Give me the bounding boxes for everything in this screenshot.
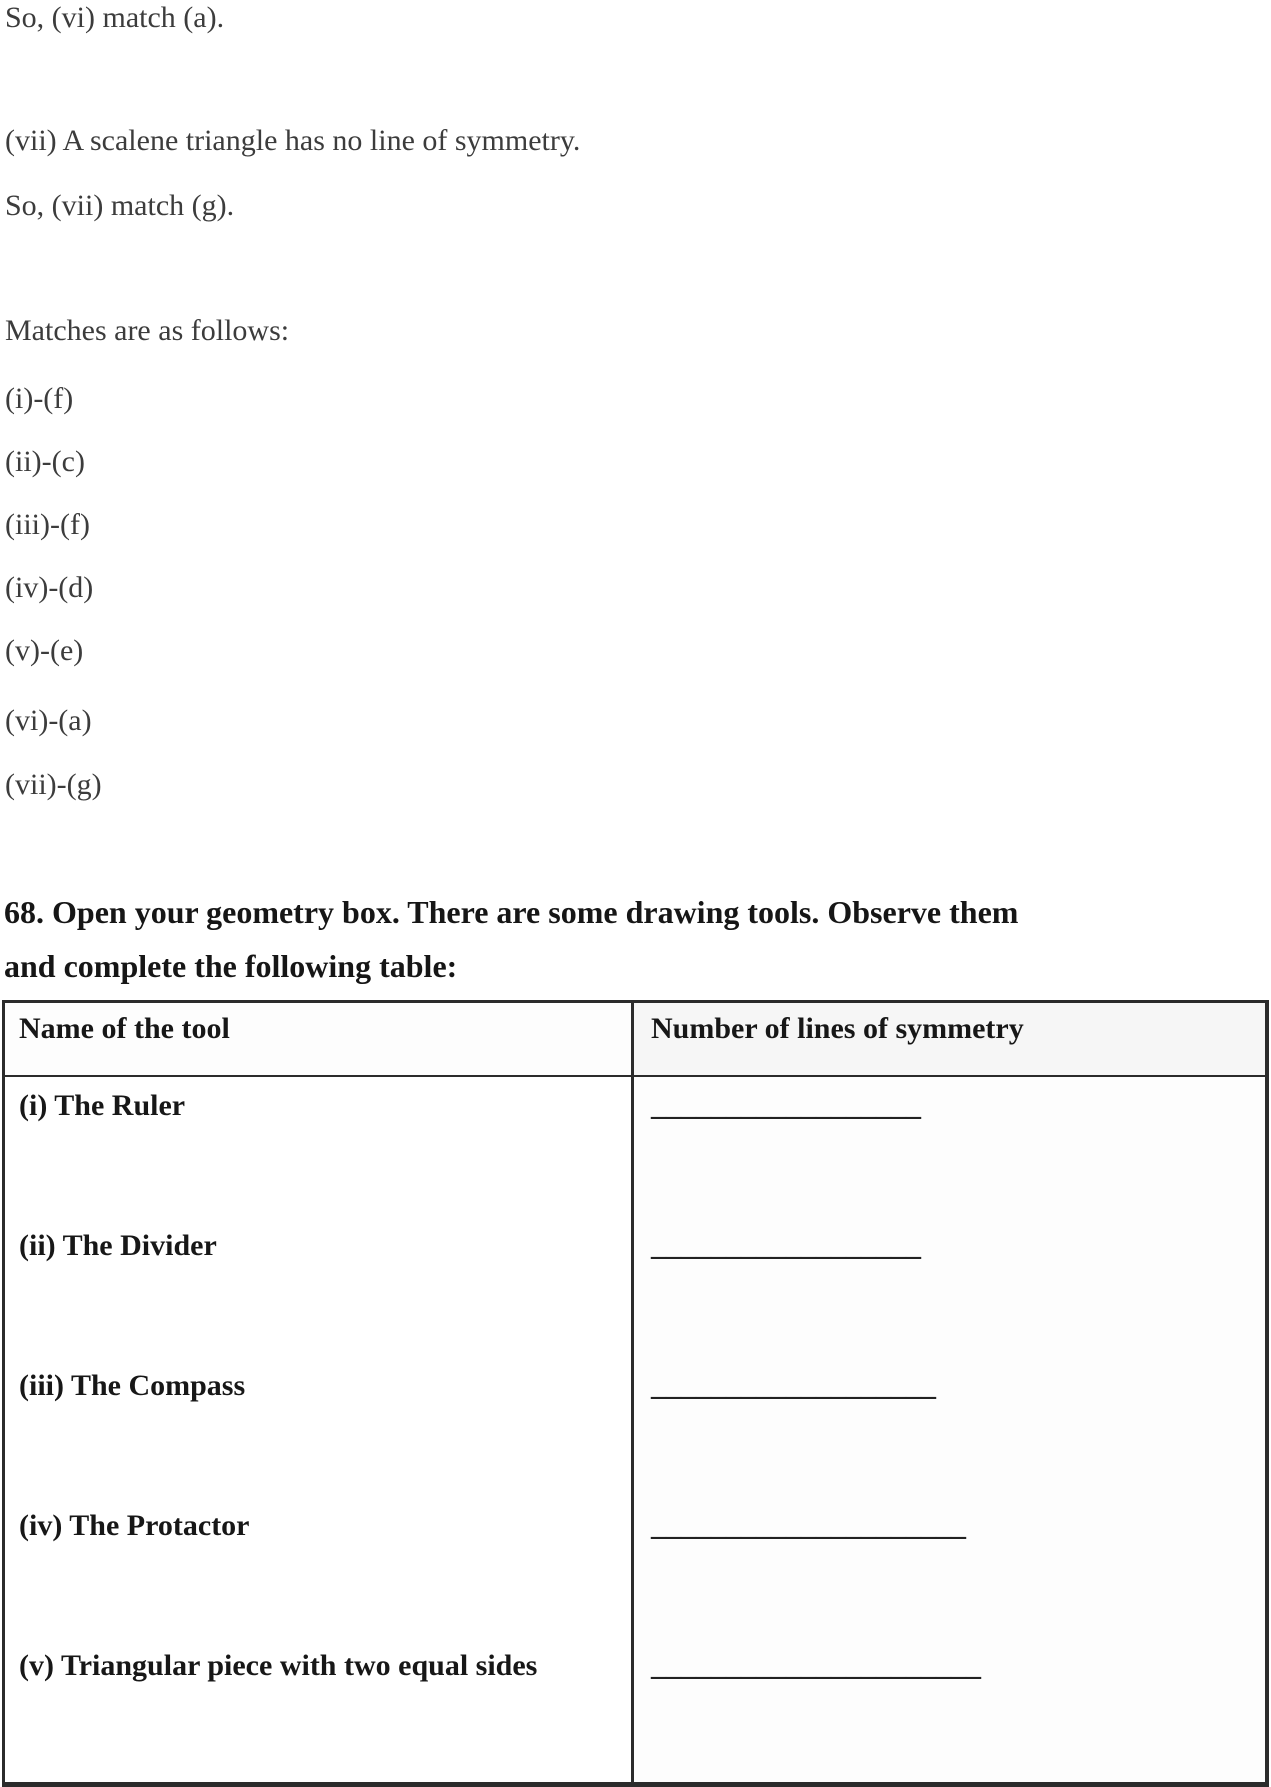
table-row xyxy=(5,1077,1265,1217)
match-item-2: (ii)-(c) xyxy=(5,445,85,478)
tool-label-protactor: (iv) The Protactor xyxy=(19,1509,250,1542)
table-header-cell-symmetry xyxy=(631,1003,1265,1075)
table-header-cell-tool xyxy=(5,1003,631,1075)
table-row xyxy=(5,1637,1265,1782)
paragraph-vi-match: So, (vi) match (a). xyxy=(5,1,225,34)
match-item-4: (iv)-(d) xyxy=(5,571,94,604)
tool-label-triangular-piece: (v) Triangular piece with two equal sides xyxy=(19,1649,538,1682)
tool-name-cell xyxy=(5,1497,631,1637)
table-row xyxy=(5,1357,1265,1497)
tool-name-cell xyxy=(5,1217,631,1357)
symmetry-table xyxy=(2,1000,1269,1787)
table-row xyxy=(5,1497,1265,1637)
match-item-6: (vi)-(a) xyxy=(5,704,92,737)
table-row xyxy=(5,1217,1265,1357)
tool-name-cell xyxy=(5,1357,631,1497)
paragraph-vii-match: So, (vii) match (g). xyxy=(5,189,235,222)
tool-name-cell xyxy=(5,1077,631,1217)
tool-label-divider: (ii) The Divider xyxy=(19,1229,217,1262)
tool-name-cell xyxy=(5,1637,631,1782)
match-item-5: (v)-(e) xyxy=(5,634,84,667)
table-header-row xyxy=(5,1003,1265,1077)
match-item-1: (i)-(f) xyxy=(5,382,74,415)
tool-label-ruler: (i) The Ruler xyxy=(19,1089,186,1122)
answer-cell xyxy=(631,1357,1265,1497)
header-label-symmetry: Number of lines of symmetry xyxy=(651,1012,1024,1045)
answer-blank-ruler: __________________ xyxy=(651,1089,921,1122)
answer-blank-protactor: _____________________ xyxy=(651,1509,966,1542)
match-item-7: (vii)-(g) xyxy=(5,768,102,801)
paragraph-vii-statement: (vii) A scalene triangle has no line of symmetry. xyxy=(5,124,581,157)
question-line-2: and complete the following table: xyxy=(4,948,458,984)
answer-blank-divider: __________________ xyxy=(651,1229,921,1262)
match-item-3: (iii)-(f) xyxy=(5,508,90,541)
answer-blank-compass: ___________________ xyxy=(651,1369,936,1402)
matches-intro: Matches are as follows: xyxy=(5,314,290,347)
answer-cell xyxy=(631,1077,1265,1217)
answer-cell xyxy=(631,1637,1265,1782)
question-line-1: 68. Open your geometry box. There are some drawing tools. Observe them xyxy=(4,894,1019,930)
answer-cell xyxy=(631,1217,1265,1357)
answer-blank-triangular-piece: ______________________ xyxy=(651,1649,981,1682)
question-68-heading xyxy=(4,885,1271,993)
tool-label-compass: (iii) The Compass xyxy=(19,1369,246,1402)
header-label-tool: Name of the tool xyxy=(19,1012,230,1045)
answer-cell xyxy=(631,1497,1265,1637)
